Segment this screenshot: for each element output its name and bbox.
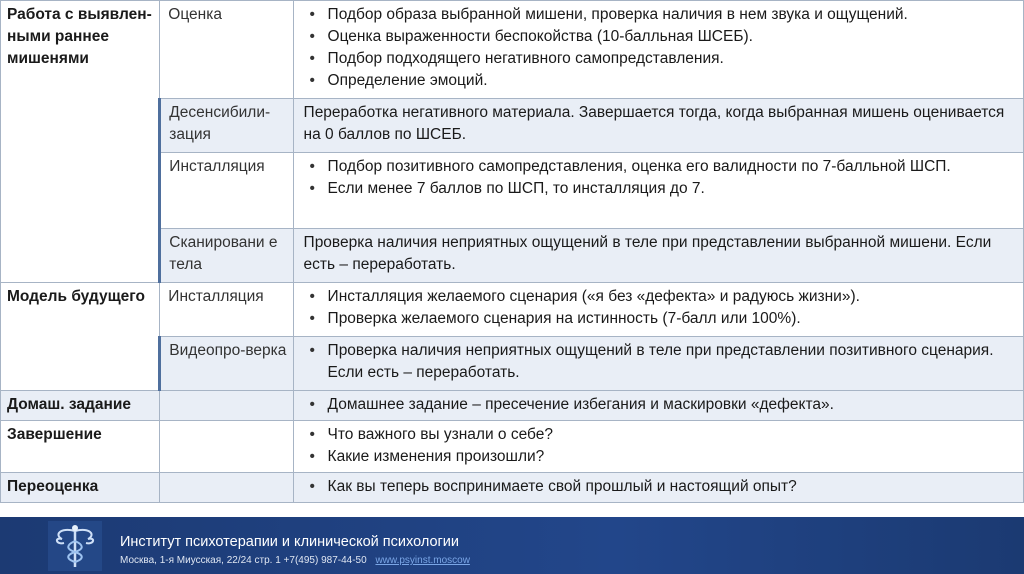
content-cell [293, 283, 1023, 337]
content-cell [293, 153, 1023, 229]
content-cell [293, 337, 1023, 391]
institute-name: Институт психотерапии и клинической психологии [120, 534, 460, 550]
content-cell [293, 421, 1023, 473]
table-row [1, 391, 1024, 421]
stage-cell: Десенсибили-зация [160, 99, 293, 153]
bullet-list [304, 286, 1017, 330]
stage-cell: Видеопро-верка [160, 337, 293, 391]
list-item: • Как вы теперь воспринимаете свой прошлый и настоящий опыт? [304, 476, 1017, 498]
content-cell [293, 473, 1023, 503]
address-text: Москва, 1-я Миусская, 22/24 стр. 1 +7(495) 987-44-50 [120, 555, 367, 566]
list-item: • Если менее 7 баллов по ШСП, то инсталляция до 7. [304, 178, 1017, 200]
list-item: • Что важного вы узнали о себе? [304, 424, 1017, 446]
section-cell: Модель будущего [1, 283, 160, 391]
bullet-list [304, 394, 1017, 416]
bullet-list [304, 340, 1017, 384]
list-item: • Подбор образа выбранной мишени, проверка наличия в нем звука и ощущений. [304, 4, 1017, 26]
table-row [1, 421, 1024, 473]
stage-cell [160, 473, 293, 503]
section-cell: Завершение [1, 421, 160, 473]
bullet-list [304, 4, 1017, 92]
stage-cell: Оценка [160, 1, 293, 99]
section-cell: Переоценка [1, 473, 160, 503]
stage-cell [160, 421, 293, 473]
caduceus-logo-icon [48, 521, 102, 571]
list-item: • Домашнее задание – пресечение избегания и маскировки «дефекта». [304, 394, 1017, 416]
content-cell: Проверка наличия неприятных ощущений в теле при представлении выбранной мишени. Если есть – переработать. [293, 229, 1023, 283]
list-item: • Подбор подходящего негативного самопредставления. [304, 48, 1017, 70]
table-row [1, 473, 1024, 503]
stage-cell: Инсталляция [160, 283, 293, 337]
table-row [1, 283, 1024, 337]
list-item: • Проверка наличия неприятных ощущений в теле при представлении позитивного сценария. Если есть – переработать. [304, 340, 1017, 384]
stage-cell: Сканировани е тела [160, 229, 293, 283]
stage-cell [160, 391, 293, 421]
section-cell: Домаш. задание [1, 391, 160, 421]
bullet-list [304, 476, 1017, 498]
content-cell: Переработка негативного материала. Завершается тогда, когда выбранная мишень оценивается на 0 баллов по ШСЕБ. [293, 99, 1023, 153]
content-cell [293, 1, 1023, 99]
list-item: • Какие изменения произошли? [304, 446, 1017, 468]
bullet-list [304, 156, 1017, 200]
institute-address [120, 555, 470, 566]
list-item: • Определение эмоций. [304, 70, 1017, 92]
content-cell [293, 391, 1023, 421]
list-item: • Подбор позитивного самопредставления, оценка его валидности по 7-балльной ШСП. [304, 156, 1017, 178]
stage-cell: Инсталляция [160, 153, 293, 229]
website-link[interactable]: www.psyinst.moscow [375, 555, 470, 566]
list-item: • Инсталляция желаемого сценария («я без «дефекта» и радуюсь жизни»). [304, 286, 1017, 308]
bullet-list [304, 424, 1017, 468]
list-item: • Проверка желаемого сценария на истинность (7-балл или 100%). [304, 308, 1017, 330]
table-row [1, 1, 1024, 99]
section-cell: Работа с выявлен-ными раннее мишенями [1, 1, 160, 283]
list-item: • Оценка выраженности беспокойства (10-балльная ШСЕБ). [304, 26, 1017, 48]
footer-bar [0, 517, 1024, 574]
